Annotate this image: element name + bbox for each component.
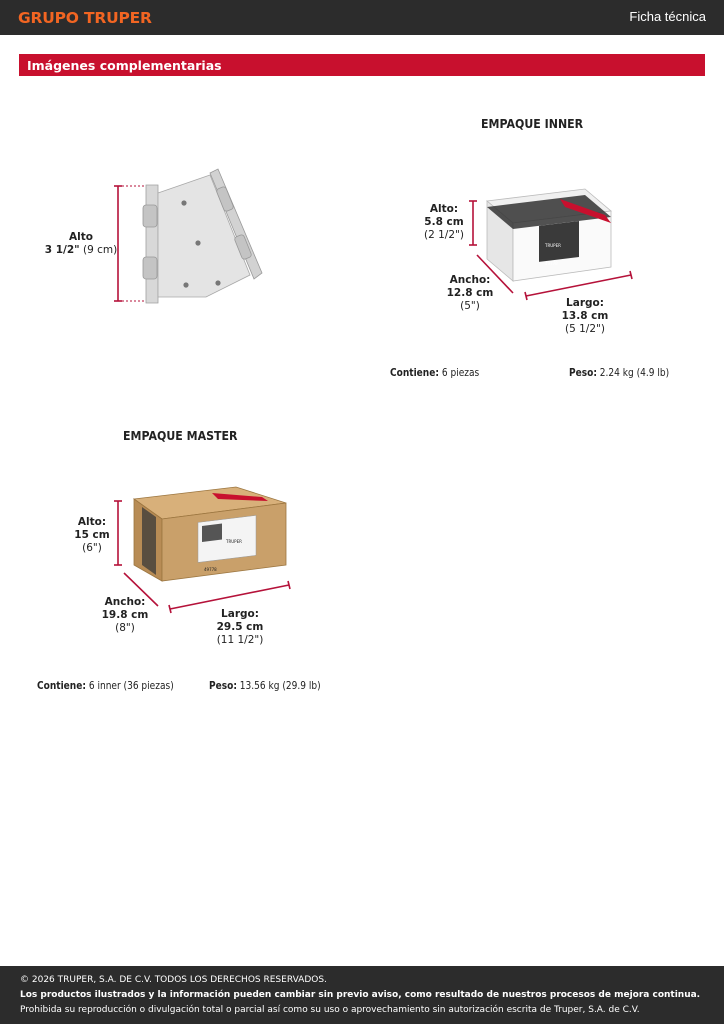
inner-contains	[390, 367, 479, 379]
master-box-image	[112, 485, 297, 615]
hinge-image	[110, 165, 275, 310]
master-ancho-imperial: (8")	[115, 622, 135, 634]
master-alto-label: Alto:	[77, 516, 107, 528]
inner-weight-label: Peso:	[569, 367, 597, 379]
product-height-label	[44, 231, 118, 257]
master-alto-value: 15 cm	[74, 529, 110, 541]
footer-legal: Prohibida su reproducción o divulgación total o parcial así como su uso o aprovechamiento sin autorización escrita de Truper, S.A. de C.V.	[20, 1005, 640, 1015]
product-height-name: Alto	[69, 231, 93, 243]
inner-largo-imperial: (5 1/2")	[565, 323, 605, 335]
footer	[0, 966, 724, 1024]
master-largo-imperial: (11 1/2")	[216, 634, 264, 646]
inner-box-code: 49778	[545, 261, 558, 266]
master-contains-label: Contiene:	[37, 680, 86, 692]
product-height-metric: (9 cm)	[83, 244, 118, 256]
inner-alto	[416, 203, 472, 242]
brand-logo: GRUPO TRUPER	[18, 9, 152, 27]
master-ancho-label: Ancho:	[104, 596, 146, 608]
master-ancho-value: 19.8 cm	[101, 609, 149, 621]
section-title: Imágenes complementarias	[27, 58, 222, 73]
inner-ancho-imperial: (5")	[460, 300, 480, 312]
master-weight	[209, 680, 321, 692]
inner-box-image	[465, 185, 640, 300]
master-box-code: 49778	[204, 567, 217, 572]
footer-copyright: © 2026 TRUPER, S.A. DE C.V. TODOS LOS DERECHOS RESERVADOS.	[20, 975, 327, 985]
footer-notice: Los productos ilustrados y la información pueden cambiar sin previo aviso, como resultado de nuestros procesos de mejora continua.	[20, 990, 701, 1000]
master-largo-value: 29.5 cm	[216, 621, 264, 633]
master-weight-label: Peso:	[209, 680, 237, 692]
inner-weight-value: 2.24 kg (4.9 lb)	[599, 367, 670, 379]
inner-largo-value: 13.8 cm	[561, 310, 609, 322]
inner-largo	[552, 297, 618, 336]
master-largo-label: Largo:	[221, 608, 259, 620]
inner-largo-label: Largo:	[566, 297, 604, 309]
master-title: EMPAQUE MASTER	[123, 428, 238, 443]
inner-contains-value: 6 piezas	[441, 367, 480, 379]
inner-box-brand: TRUPER	[545, 243, 561, 248]
inner-alto-value: 5.8 cm	[424, 216, 464, 228]
inner-weight	[569, 367, 669, 379]
inner-contains-label: Contiene:	[390, 367, 439, 379]
master-contains	[37, 680, 174, 692]
product-height-value: 3 1/2"	[44, 244, 80, 256]
master-contains-value: 6 inner (36 piezas)	[88, 680, 174, 692]
inner-ancho-value: 12.8 cm	[446, 287, 494, 299]
inner-ancho-label: Ancho:	[449, 274, 491, 286]
inner-alto-imperial: (2 1/2")	[424, 229, 464, 241]
master-alto-imperial: (6")	[82, 542, 102, 554]
section-header	[19, 54, 705, 76]
inner-title: EMPAQUE INNER	[481, 116, 584, 131]
master-box-brand: TRUPER	[226, 539, 242, 544]
document-type: Ficha técnica	[629, 9, 706, 24]
header-bar	[0, 0, 724, 35]
inner-alto-label: Alto:	[429, 203, 459, 215]
master-weight-value: 13.56 kg (29.9 lb)	[239, 680, 321, 692]
